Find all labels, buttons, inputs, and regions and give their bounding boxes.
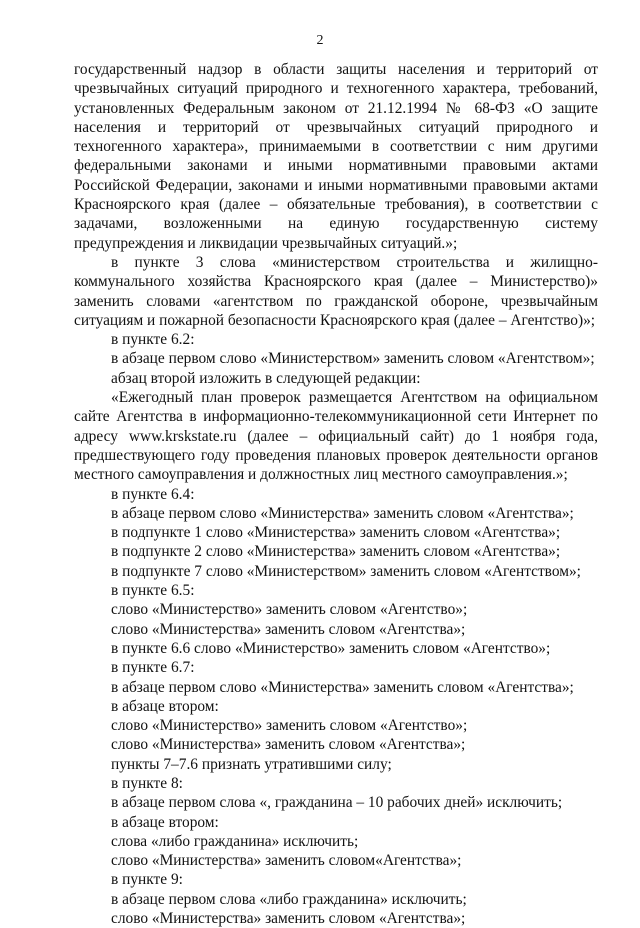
paragraph: слово «Министерство» заменить словом «Агентство»;	[111, 601, 468, 619]
paragraph: в подпункте 2 слово «Министерства» заменить словом «Агентства»;	[111, 543, 561, 561]
paragraph: в пункте 6.5:	[111, 582, 195, 600]
paragraph: абзац второй изложить в следующей редакции:	[111, 369, 421, 387]
paragraph: в абзаце первом слово «Министерства» заменить словом «Агентства»;	[111, 678, 574, 696]
paragraph: слова «либо гражданина» исключить;	[111, 832, 359, 850]
paragraph: в абзаце первом слова «, гражданина – 10 рабочих дней» исключить;	[111, 794, 563, 812]
paragraph: в подпункте 1 слово «Министерства» заменить словом «Агентства»;	[111, 524, 561, 542]
paragraph: в пункте 6.2:	[111, 331, 195, 349]
paragraph: слово «Министерство» заменить словом «Агентство»;	[111, 717, 468, 735]
paragraph: в пункте 9:	[111, 871, 183, 889]
paragraph: слово «Министерства» заменить словом«Агентства»;	[111, 852, 462, 870]
paragraph: слово «Министерства» заменить словом «Агентства»;	[111, 910, 466, 928]
paragraph: в пункте 6.7:	[111, 659, 195, 677]
paragraph: «Ежегодный план проверок размещается Агентством на официальном сайте Агентства в информационно-телекоммуникационной сети Интернет по адресу www.krskstate.ru (далее – официальный сайт) до 1 ноября года, предшествующего году проведения плановых проверок деятельности органов местного самоуправления и должностных лиц местного самоуправления.»;	[74, 389, 598, 484]
paragraph: в абзаце втором:	[111, 697, 219, 715]
paragraph: в подпункте 7 слово «Министерством» заменить словом «Агентством»;	[111, 562, 581, 580]
paragraph: в абзаце первом слово «Министерства» заменить словом «Агентства»;	[111, 504, 574, 522]
paragraph: в пункте 6.4:	[111, 485, 195, 503]
paragraph: государственный надзор в области защиты населения и территорий от чрезвычайных ситуаций природного и техногенного характера, требований, установленных Федеральным законом от 21.12.1994 № 68-ФЗ «О защите населения и территорий от чрезвычайных ситуаций природного и техногенного характера», принимаемыми в соответствии с ним другими федеральными законами и иными нормативными правовыми актами Российской Федерации, законами и иными нормативными правовыми актами Красноярского края (далее – обязательные требования), в соответствии с задачами, возложенными на единую государственную систему предупреждения и ликвидации чрезвычайных ситуаций.»;	[74, 61, 598, 252]
paragraph: слово «Министерства» заменить словом «Агентства»;	[111, 620, 466, 638]
paragraph: пункты 7–7.6 признать утратившими силу;	[111, 755, 392, 773]
paragraph: в пункте 8:	[111, 774, 183, 792]
paragraph: в пункте 6.6 слово «Министерство» заменить словом «Агентство»;	[111, 639, 551, 657]
document-body	[74, 60, 598, 928]
paragraph: в пункте 3 слова «министерством строительства и жилищно-коммунального хозяйства Красноярского края (далее – Министерство)» заменить словами «агентством по гражданской обороне, чрезвычайным ситуациям и пожарной безопасности Красноярского края (далее – Агентство)»;	[74, 253, 598, 329]
paragraph: в абзаце втором:	[111, 813, 219, 831]
paragraph: слово «Министерства» заменить словом «Агентства»;	[111, 736, 466, 754]
paragraph: в абзаце первом слова «либо гражданина» исключить;	[111, 890, 467, 908]
paragraph: в абзаце первом слово «Министерством» заменить словом «Агентством»;	[111, 350, 595, 368]
page-number: 2	[316, 33, 324, 48]
